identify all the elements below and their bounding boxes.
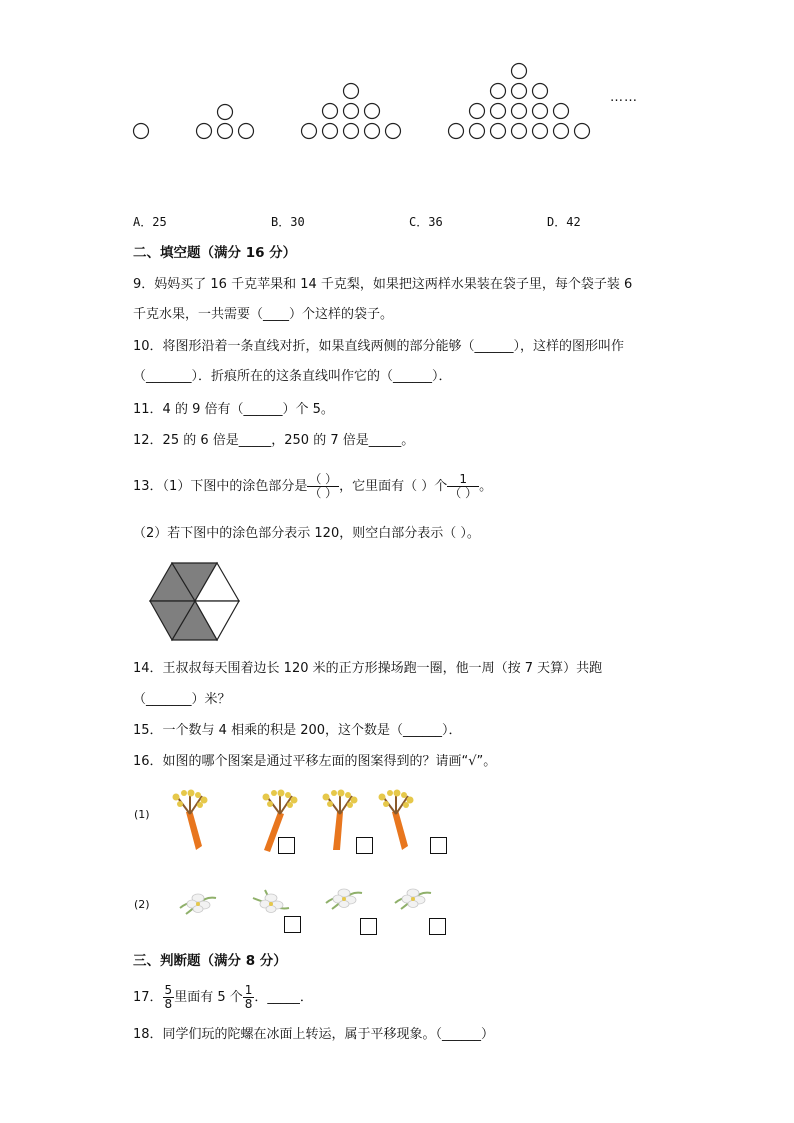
- fraction-numerator: 1: [244, 983, 253, 997]
- unit-fraction-blank: [447, 473, 479, 500]
- question-16: 16．如图的哪个图案是通过平移左面的图案得到的？请画“√”。: [133, 754, 497, 769]
- question-17-mid: 里面有 5 个: [174, 990, 243, 1005]
- flower-icon: [249, 886, 293, 920]
- flower-icon: [176, 886, 220, 920]
- question-16-label-1: (1): [134, 808, 150, 821]
- fraction-numerator: 1: [447, 473, 479, 487]
- fraction-numerator: （ ）: [309, 472, 338, 486]
- answer-checkbox[interactable]: [360, 918, 377, 935]
- ellipsis-text: ……: [610, 90, 638, 105]
- answer-checkbox[interactable]: [278, 837, 295, 854]
- fraction-five-eighths: [163, 984, 175, 1011]
- hexagon-figure: [145, 558, 245, 648]
- question-13-part2: （2）若下图中的涂色部分表示 120，则空白部分表示（ ）。: [133, 526, 480, 541]
- question-18: 18．同学们玩的陀螺在冰面上转运，属于平移现象。（______）: [133, 1027, 495, 1042]
- answer-checkbox[interactable]: [284, 916, 301, 933]
- question-15: 15．一个数与 4 相乘的积是 200，这个数是（______）．: [133, 723, 462, 738]
- fraction-numerator: 5: [164, 983, 173, 997]
- fraction-denominator: 8: [164, 997, 173, 1011]
- fraction-blank: [307, 473, 339, 500]
- flower-icon: [322, 881, 366, 915]
- fraction-denominator: 8: [244, 997, 253, 1011]
- option-d[interactable]: D．42: [547, 215, 581, 229]
- option-b[interactable]: B．30: [271, 215, 305, 229]
- question-10-line2: （_______）．折痕所在的这条直线叫作它的（______）．: [133, 369, 452, 384]
- question-13-mid: ，它里面有（ ）个: [339, 479, 448, 494]
- question-10-line1: 10．将图形沿着一条直线对折，如果直线两侧的部分能够（______），这样的图形叫作: [133, 339, 625, 354]
- answer-checkbox[interactable]: [429, 918, 446, 935]
- section-title-judgement: 三、判断题（满分 8 分）: [133, 953, 287, 969]
- question-13-prefix: 13．（1）下图中的涂色部分是: [133, 479, 308, 494]
- question-13-part1: [133, 470, 492, 504]
- question-9-line2: 千克水果，一共需要（____）个这样的袋子。: [133, 307, 394, 322]
- question-12: 12．25 的 6 倍是_____，250 的 7 倍是_____。: [133, 433, 415, 448]
- fraction-one-eighth: [243, 984, 255, 1011]
- option-a[interactable]: A．25: [133, 215, 167, 229]
- answer-checkbox[interactable]: [430, 837, 447, 854]
- fraction-denominator: （ ）: [449, 486, 478, 500]
- fraction-denominator: （ ）: [309, 486, 338, 500]
- section-title-fill-in: 二、填空题（满分 16 分）: [133, 245, 297, 261]
- flower-icon: [391, 881, 435, 915]
- circle-pattern-figure: [0, 0, 794, 150]
- question-17-prefix: 17．: [133, 990, 163, 1005]
- question-17: [133, 981, 313, 1015]
- tree-icon: [164, 788, 214, 853]
- question-14-line2: （_______）米？: [133, 692, 231, 707]
- tree-icon: [370, 788, 420, 853]
- question-11: 11．4 的 9 倍有（______）个 5。: [133, 402, 334, 417]
- option-c[interactable]: C．36: [409, 215, 443, 229]
- question-16-label-2: (2): [134, 898, 150, 911]
- question-14-line1: 14．王叔叔每天围着边长 120 米的正方形操场跑一圈，他一周（按 7 天算）共跑: [133, 661, 603, 676]
- question-13-suffix: 。: [479, 479, 493, 494]
- question-9-line1: 9．妈妈买了 16 千克苹果和 14 千克梨，如果把这两样水果装在袋子里，每个袋子装 6: [133, 277, 633, 292]
- question-17-suffix: ．_____．: [254, 990, 313, 1005]
